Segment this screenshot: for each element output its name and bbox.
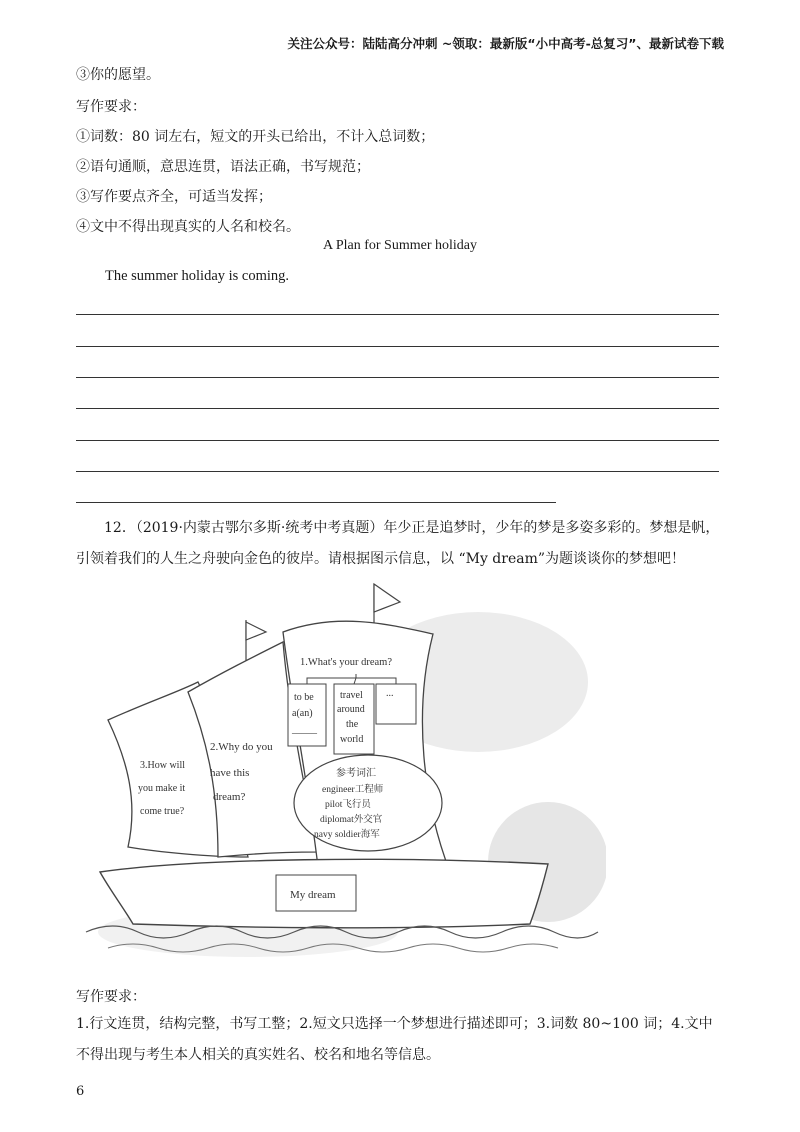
writing-line — [76, 314, 719, 315]
box-mid-line: travel — [340, 690, 363, 701]
requirement-3: ③写作要点齐全，可适当发挥； — [76, 189, 272, 205]
box-left-line: _____ — [292, 724, 317, 735]
bottom-requirements-text: 1.行文连贯，结构完整，书写工整；2.短文只选择一个梦想进行描述即可；3.词数 80~100 词；4.文中不得出现与考生本人相关的真实姓名、校名和地名等信息。 — [76, 1016, 713, 1063]
vocab-item: engineer工程师 — [322, 785, 384, 795]
requirement-4: ④文中不得出现真实的人名和校名。 — [76, 219, 300, 235]
writing-line — [76, 377, 719, 378]
sail3-question: 1.What's your dream? — [300, 657, 392, 668]
vocab-title: 参考词汇 — [336, 768, 376, 779]
writing-line — [76, 346, 719, 347]
writing-line — [76, 471, 719, 472]
dream-ship-figure — [78, 572, 606, 974]
sail2-line: have this — [210, 767, 250, 779]
box-left-line: a(an) — [292, 708, 313, 719]
box-left-line: to be — [294, 692, 314, 703]
page-number: 6 — [76, 1084, 85, 1099]
writing-line — [76, 408, 719, 409]
writing-line — [76, 440, 719, 441]
item-3: ③你的愿望。 — [76, 67, 160, 83]
vocab-item: navy soldier海军 — [314, 830, 380, 840]
sail2-line: 2.Why do you — [210, 741, 273, 753]
question-12: 12．（2019·内蒙古鄂尔多斯·统考中考真题）年少正是追梦时，少年的梦是多姿多彩的。梦想是帆，引领着我们的人生之舟驶向金色的彼岸。请根据图示信息，以 “My dream”为题谈谈你的梦想吧！ — [76, 520, 720, 567]
writing-line — [76, 502, 556, 503]
bottom-requirements-title: 写作要求： — [76, 989, 146, 1005]
page-header: 关注公众号：陆陆高分冲刺 ~领取：最新版“小中高考-总复习”、最新试卷下载 — [287, 36, 724, 51]
sail1-line: you make it — [138, 783, 186, 794]
vocab-item: diplomat外交官 — [320, 815, 383, 825]
sail1-line: 3.How will — [140, 760, 185, 771]
composition-opening: The summer holiday is coming. — [105, 268, 290, 284]
requirements-title: 写作要求： — [76, 99, 146, 115]
box-mid-line: around — [337, 704, 365, 715]
box-mid-line: world — [340, 734, 364, 745]
requirement-1: ①词数：80 词左右，短文的开头已给出，不计入总词数； — [76, 129, 435, 145]
sail1-line: come true? — [140, 806, 185, 817]
sail2-line: dream? — [213, 791, 246, 803]
composition-title: A Plan for Summer holiday — [323, 238, 477, 253]
requirement-2: ②语句通顺，意思连贯，语法正确，书写规范； — [76, 159, 370, 175]
box-mid-line: the — [346, 719, 359, 730]
box-right-text: ... — [386, 688, 394, 699]
hull-label: My dream — [290, 889, 336, 901]
vocab-item: pilot飞行员 — [325, 800, 371, 810]
